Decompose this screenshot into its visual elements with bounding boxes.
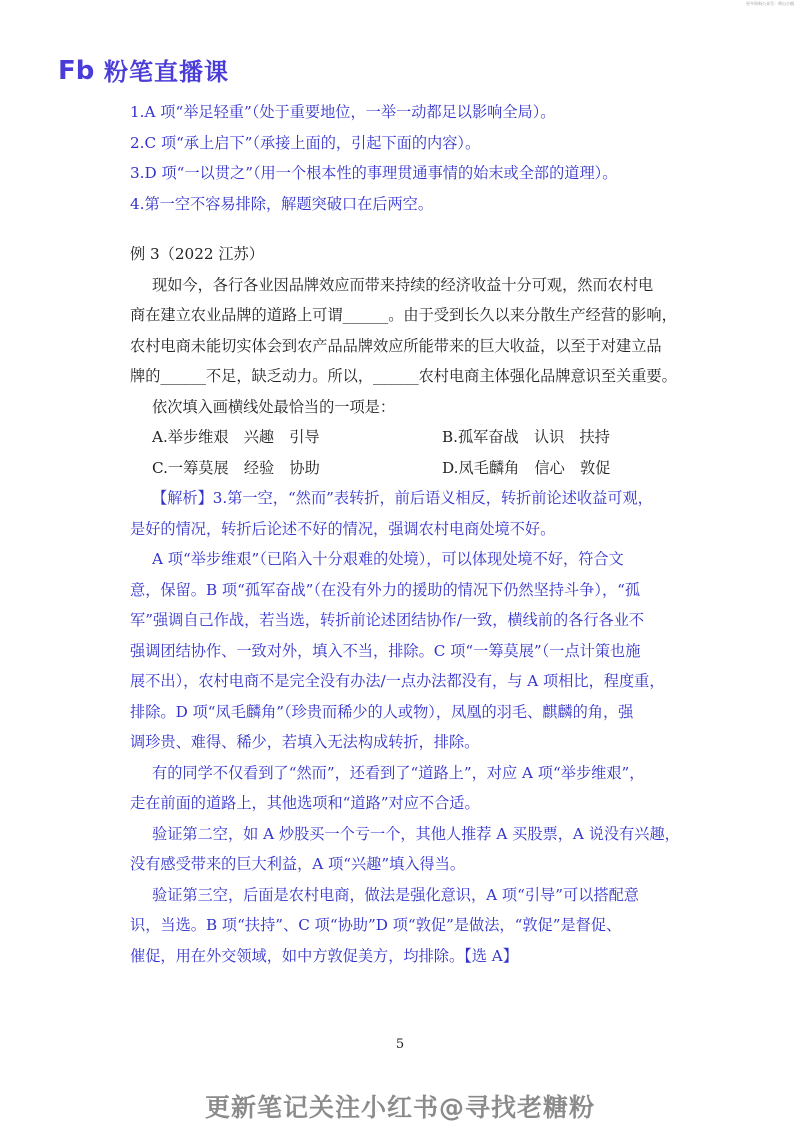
question-prompt: 依次填入画横线处最恰当的一项是： bbox=[152, 397, 395, 416]
analysis-line: 验证第二空，如 A 炒股买一个亏一个，其他人推荐 A 买股票，A 说没有兴趣， bbox=[152, 824, 680, 843]
analysis-line: 是好的情况，转折后论述不好的情况，强调农村电商处境不好。 bbox=[130, 519, 556, 538]
analysis-line: 军”强调自己作战，若当选，转折前论述团结协作/一致，横线前的各行各业不 bbox=[130, 611, 645, 629]
note-line: 4.第一空不容易排除，解题突破口在后两空。 bbox=[130, 194, 434, 213]
corner-note: 更多资料公众号：带山小镇 bbox=[746, 1, 794, 6]
analysis-line: 有的同学不仅看到了“然而”，还看到了“道路上”，对应 A 项“举步维艰”， bbox=[152, 763, 645, 782]
footer-watermark: 更新笔记关注小红书@寻找老糖粉 bbox=[204, 1093, 595, 1122]
stem-line: 商在建立农业品牌的道路上可谓______。由于受到长久以来分散生产经营的影响， bbox=[130, 306, 677, 324]
analysis-line: 识，当选。B 项“扶持”、C 项“协助”D 项“敦促”是做法，“敦促”是督促、 bbox=[130, 916, 622, 934]
analysis-line: 【解析】3.第一空，“然而”表转折，前后语义相反，转折前论述收益可观， bbox=[152, 489, 653, 507]
brand-name: 粉笔直播课 bbox=[104, 58, 229, 86]
option-d: D.凤毛麟角 信心 敦促 bbox=[442, 458, 611, 477]
analysis-line: 排除。D 项“凤毛麟角”（珍贵而稀少的人或物），凤凰的羽毛、麒麟的角，强 bbox=[130, 702, 634, 721]
analysis-line: A 项“举步维艰”（已陷入十分艰难的处境），可以体现处境不好，符合文 bbox=[152, 550, 624, 568]
page-number: 5 bbox=[395, 1037, 405, 1052]
analysis-line: 展不出），农村电商不是完全没有办法/一点办法都没有，与 A 项相比，程度重， bbox=[130, 672, 665, 690]
note-line: 3.D 项“一以贯之”（用一个根本性的事理贯通事情的始末或全部的道理）。 bbox=[130, 164, 618, 182]
brand-header bbox=[58, 52, 229, 87]
stem-line: 牌的______不足，缺乏动力。所以，______农村电商主体强化品牌意识至关重要。 bbox=[130, 367, 677, 385]
analysis-line: 调珍贵、难得、稀少，若填入无法构成转折，排除。 bbox=[130, 733, 480, 751]
analysis-line: 意，保留。B 项“孤军奋战”（在没有外力的援助的情况下仍然坚持斗争），“孤 bbox=[130, 580, 641, 599]
option-b: B.孤军奋战 认识 扶持 bbox=[442, 428, 610, 446]
note-line: 1.A 项“举足轻重”（处于重要地位，一举一动都足以影响全局）。 bbox=[130, 103, 556, 121]
example-title: 例 3（2022 江苏） bbox=[130, 245, 264, 263]
option-c: C.一筹莫展 经验 协助 bbox=[152, 458, 320, 477]
previous-notes bbox=[130, 97, 690, 219]
analysis-line: 催促，用在外交领域，如中方敦促美方，均排除。【选 A】 bbox=[130, 946, 518, 965]
analysis-line: 强调团结协作、一致对外，填入不当，排除。C 项“一筹莫展”（一点计策也施 bbox=[130, 641, 641, 660]
analysis-line: 验证第三空，后面是农村电商，做法是强化意识，A 项“引导”可以搭配意 bbox=[152, 885, 639, 904]
logo-letters: Fb bbox=[58, 55, 95, 84]
stem-line: 农村电商未能切实体会到农产品品牌效应所能带来的巨大收益，以至于对建立品 bbox=[130, 336, 662, 355]
option-a: A.举步维艰 兴趣 引导 bbox=[152, 428, 320, 446]
page-content bbox=[130, 97, 690, 971]
stem-line: 现如今，各行各业因品牌效应而带来持续的经济收益十分可观，然而农村电 bbox=[152, 275, 654, 294]
example-block bbox=[130, 239, 690, 483]
note-line: 2.C 项“承上启下”（承接上面的，引起下面的内容）。 bbox=[130, 133, 481, 152]
fenbi-logo-icon bbox=[58, 56, 98, 84]
analysis-line: 走在前面的道路上，其他选项和“道路”对应不合适。 bbox=[130, 794, 480, 812]
analysis-line: 没有感受带来的巨大利益，A 项“兴趣”填入得当。 bbox=[130, 855, 466, 873]
options-list bbox=[130, 422, 690, 483]
analysis-block bbox=[130, 483, 690, 971]
